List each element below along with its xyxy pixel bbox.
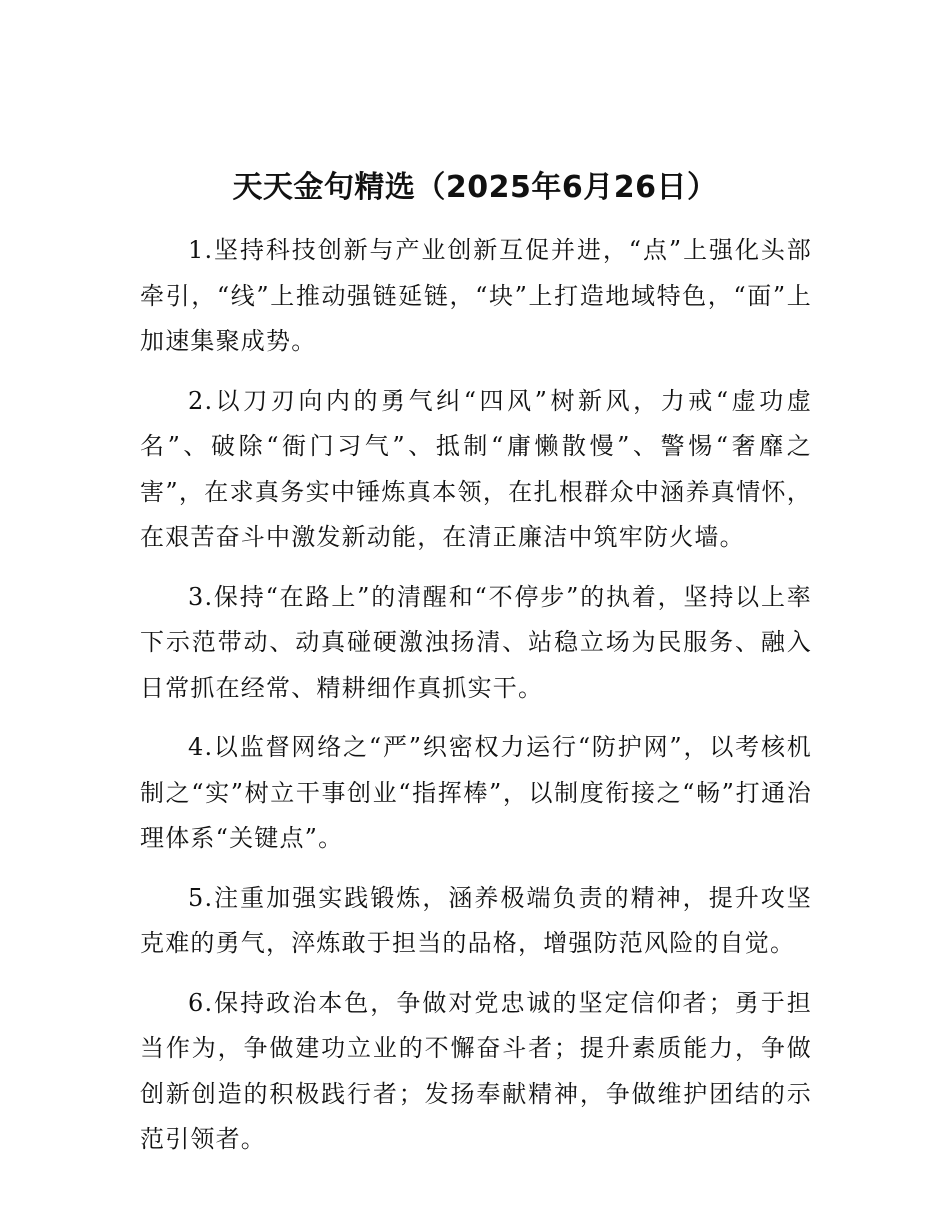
paragraph-6: 6.保持政治本色，争做对党忠诚的坚定信仰者；勇于担当作为，争做建功立业的不懈奋斗者；提升素质能力，争做创新创造的积极践行者；发扬奉献精神，争做维护团结的示范引领者。 — [140, 988, 812, 1153]
paragraph-5: 5.注重加强实践锻炼，涵养极端负责的精神，提升攻坚克难的勇气，淬炼敢于担当的品格，增强防范风险的自觉。 — [140, 883, 812, 957]
document-body — [140, 228, 812, 1177]
paragraph-1: 1.坚持科技创新与产业创新互促并进，“点”上强化头部牵引，“线”上推动强链延链，“块”上打造地域特色，“面”上加速集聚成势。 — [140, 236, 812, 355]
page-title: 天天金句精选（2025年6月26日） — [232, 170, 718, 205]
paragraph-2: 2.以刀刃向内的勇气纠“四风”树新风，力戒“虚功虚名”、破除“衙门习气”、抵制“庸懒散慢”、警惕“奢靡之害”，在求真务实中锤炼真本领，在扎根群众中涵养真情怀，在艰苦奋斗中激发新动能，在清正廉洁中筑牢防火墙。 — [140, 386, 812, 551]
paragraph-4: 4.以监督网络之“严”织密权力运行“防护网”，以考核机制之“实”树立干事创业“指挥棒”，以制度衔接之“畅”打通治理体系“关键点”。 — [140, 733, 812, 852]
paragraph-3: 3.保持“在路上”的清醒和“不停步”的执着，坚持以上率下示范带动、动真碰硬激浊扬清、站稳立场为民服务、融入日常抓在经常、精耕细作真抓实干。 — [140, 582, 812, 702]
